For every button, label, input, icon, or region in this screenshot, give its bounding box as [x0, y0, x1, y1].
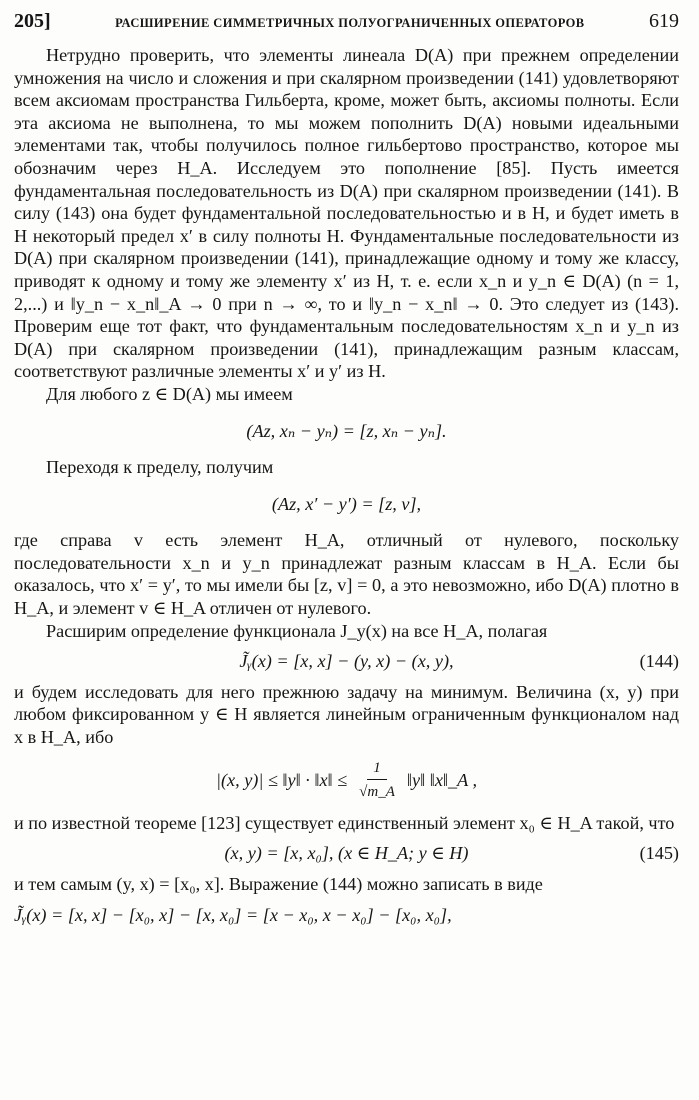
equation-inner-product: (Az, xₙ − yₙ) = [z, xₙ − yₙ].: [246, 420, 447, 441]
fraction: [355, 757, 399, 804]
paragraph-v-element: где справа v есть элемент H_A, отличный от нулевого, поскольку последовательности x_n и y_n принадлежат разным классам в H_A. Если бы оказалось, что x′ = y′, то мы имели бы [z, v] = 0, а это невозможно, ибо D(A) плотно в H_A, и элемент v ∈ H_A отличен от нулевого.: [14, 530, 679, 619]
paragraph-theorem: и по известной теореме [123] существует единственный элемент x₀ ∈ H_A такой, что: [14, 812, 675, 833]
equation-bound-left: |(x, y)| ≤ ‖y‖ · ‖x‖ ≤: [216, 769, 348, 790]
fraction-numerator: 1: [367, 757, 387, 781]
equation-145-body: (x, y) = [x, x₀], (x ∈ H_A; y ∈ H): [224, 843, 469, 864]
equation-bound-right: ‖y‖ ‖x‖_A ,: [406, 769, 477, 790]
equation-145-tag: (145): [639, 843, 679, 864]
running-title: РАСШИРЕНИЕ СИММЕТРИЧНЫХ ПОЛУОГРАНИЧЕННЫХ ОПЕРАТОРОВ: [115, 16, 585, 30]
paragraph-limit: Переходя к пределу, получим: [46, 457, 274, 478]
section-number: 205]: [14, 10, 51, 32]
paragraph-any-z: Для любого z ∈ D(A) мы имеем: [46, 383, 293, 404]
paragraph-rewrite: и тем самым (y, x) = [x₀, x]. Выражение (144) можно записать в виде: [14, 874, 543, 894]
equation-final: J̃ᵧ(x) = [x, x] − [x₀, x] − [x, x₀] = [x − x₀, x − x₀] − [x₀, x₀],: [14, 904, 452, 925]
equation-bound: [14, 757, 679, 804]
fraction-denominator: √m_A: [359, 784, 395, 801]
body-text: [14, 44, 679, 926]
paragraph-extend-functional: Расширим определение функционала J_y(x) на все H_A, полагая: [46, 620, 548, 641]
page-header: [14, 10, 679, 44]
equation-144: [14, 650, 679, 673]
equation-144-body: J̃ᵧ(x) = [x, x] − (y, x) − (x, y),: [239, 651, 454, 672]
paragraph-minimum-problem: и будем исследовать для него прежнюю задачу на минимум. Величина (x, y) при любом фиксированном y ∈ H является линейным ограниченным функционалом над x в H_A, ибо: [14, 681, 679, 748]
paragraph-completion: Нетрудно проверить, что элементы линеала D(A) при прежнем определении умножения на число и сложения и при скалярном произведении (141) удовлетворяют всем аксиомам пространства Гильберта, кроме, может быть, аксиомы полноты. Если эта аксиома не выполнена, то мы можем пополнить D(A) новыми идеальными элементами так, чтобы получилось полное гильбертово пространство, которое мы обозначим через H_A. Исследуем это пополнение [85]. Пусть имеется фундаментальная последовательность из D(A) при скалярном произведении (141). В силу (143) она будет фундаментальной последовательностью и в H, и будет иметь в H некоторый предел x′ в силу полноты H. Фундаментальные последовательности из D(A) при скалярном произведении (141), принадлежащие одному и тому же классу, приводят к одному и тому же элементу x′ из H, т. е. если x_n и y_n ∈ D(A) (n = 1, 2,...) и ‖y_n − x_n‖_A → 0 при n → ∞, то и ‖y_n − x_n‖ → 0. Это следует из (143). Проверим еще тот факт, что фундаментальным последовательностям x_n и y_n из D(A) при скалярном произведении (141), принадлежащим разным классам, соответствуют различные элементы x′ и y′ из H.: [14, 45, 679, 382]
page-number: 619: [649, 10, 679, 32]
equation-145: [14, 842, 679, 865]
equation-limit: (Az, x′ − y′) = [z, v],: [271, 493, 422, 514]
equation-144-tag: (144): [639, 651, 679, 672]
